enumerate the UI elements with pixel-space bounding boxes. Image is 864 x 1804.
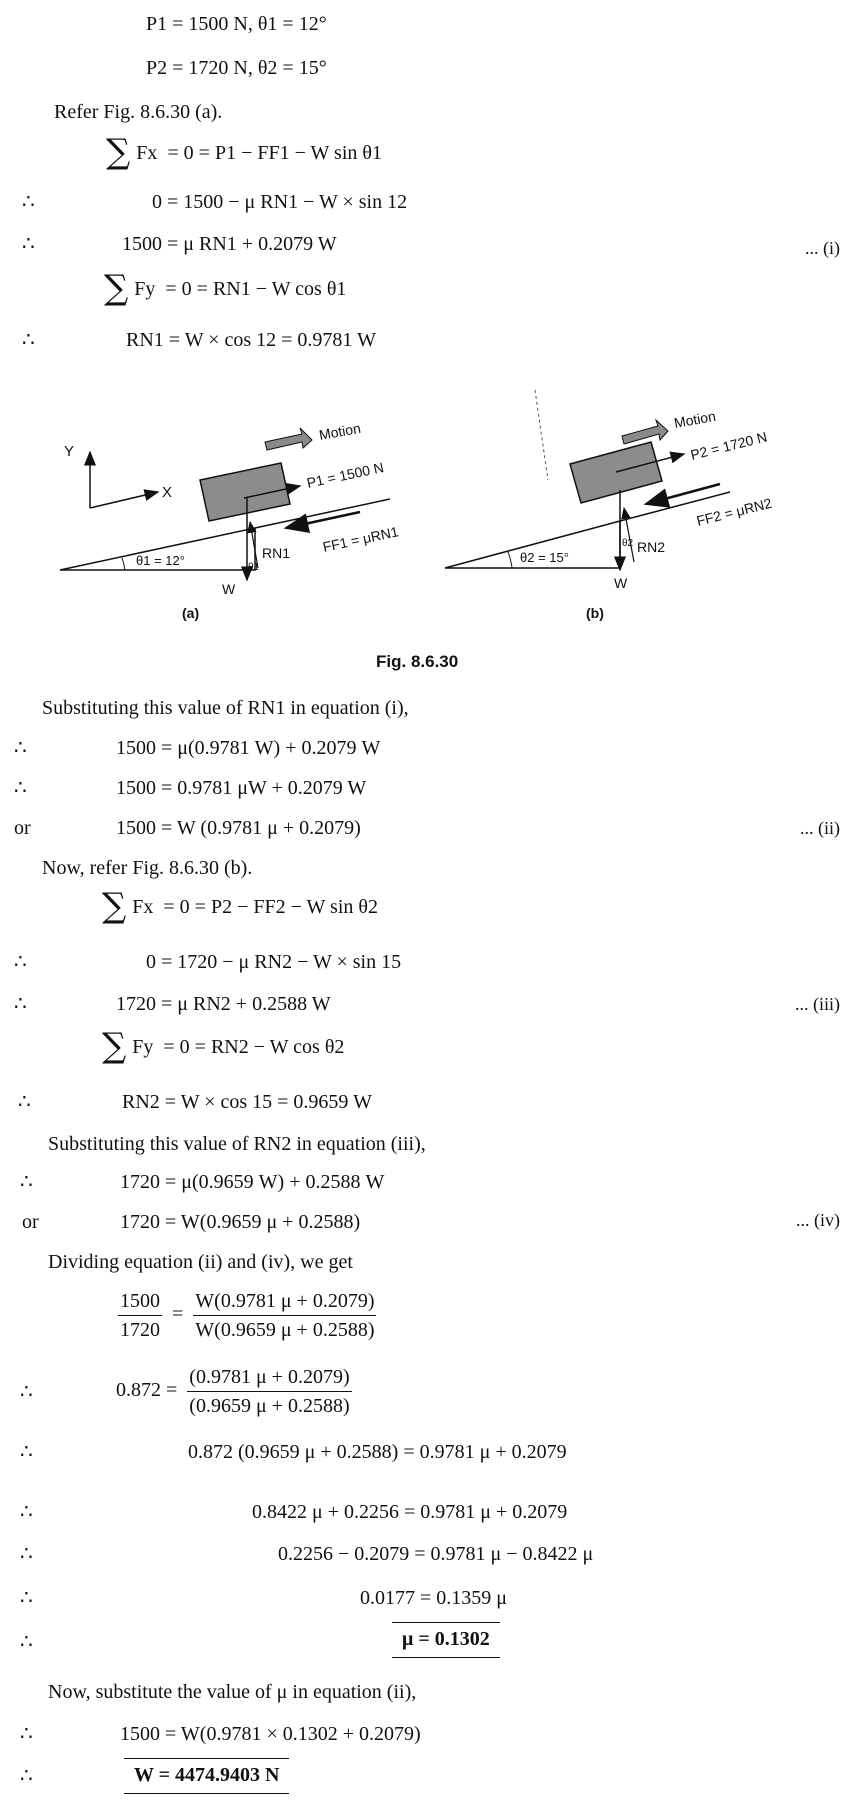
fraction-lhs: $\frac{1500}{1720}$ (120, 1290, 160, 1341)
sigma-symbol: ∑ (106, 132, 131, 172)
sigma-symbol: ∑ (104, 268, 129, 308)
angle-label-b: θ2 = 15° (520, 550, 569, 565)
theta2-small: θ2 (622, 538, 634, 549)
eq-line: 1500 = W (0.9781 μ + 0.2079) (116, 817, 361, 839)
or-label: or (22, 1211, 39, 1233)
sum-fy-2: ∑ Fy = 0 = RN2 − W cos θ2 (102, 1026, 345, 1066)
therefore: ∴ (22, 233, 35, 255)
therefore: ∴ (20, 1723, 33, 1745)
sum-fy-1: ∑ Fy = 0 = RN1 − W cos θ1 (104, 268, 347, 308)
therefore: ∴ (14, 993, 27, 1015)
eq-line: 1500 = W(0.9781 × 0.1302 + 0.2079) (120, 1723, 421, 1745)
w-label-b: W (614, 575, 628, 591)
eq-line: 1720 = W(0.9659 μ + 0.2588) (120, 1211, 361, 1233)
figure-b (445, 390, 774, 621)
equation-tag: ... (iv) (796, 1210, 840, 1230)
w-result: W = 4474.9403 N (124, 1758, 289, 1794)
eq-line: 0.0177 = 0.1359 μ (360, 1587, 508, 1609)
ff1-label: FF1 = μRN1 (321, 523, 400, 555)
given-p1: P1 = 1500 N, θ1 = 12° (146, 13, 327, 35)
p2-label: P2 = 1720 N (688, 428, 769, 463)
therefore: ∴ (22, 329, 35, 351)
therefore: ∴ (20, 1501, 33, 1523)
sum-fx-2: ∑ Fx = 0 = P2 − FF2 − W sin θ2 (102, 886, 378, 926)
eq-line: 1500 = μ(0.9781 W) + 0.2079 W (116, 737, 381, 759)
eq-line: 0 = 1720 − μ RN2 − W × sin 15 (146, 951, 402, 973)
therefore: ∴ (20, 1441, 33, 1463)
sum-fx-1: ∑ Fx = 0 = P1 − FF1 − W sin θ1 (106, 132, 382, 172)
axis-x-label: X (162, 484, 173, 501)
fraction-rhs: $\frac{W(0.9781 \mu + 0.2079)}{W(0.9659 \mu + 0.2588)}$ (195, 1290, 375, 1341)
therefore: ∴ (14, 951, 27, 973)
figure-8-6-30 (0, 380, 864, 650)
theta1-small: θ1 (248, 562, 260, 573)
equation-tag: ... (iii) (795, 994, 840, 1014)
therefore: ∴ (20, 1171, 33, 1193)
therefore: ∴ (20, 1587, 33, 1609)
motion-arrow-icon (622, 420, 668, 444)
eq-line: 0.2256 − 0.2079 = 0.9781 μ − 0.8422 μ (278, 1543, 594, 1565)
refer-fig-a: Refer Fig. 8.6.30 (a). (54, 101, 223, 123)
therefore: ∴ (20, 1631, 33, 1653)
therefore: ∴ (14, 737, 27, 759)
therefore: ∴ (14, 777, 27, 799)
therefore: ∴ (20, 1765, 33, 1787)
axes-icon (64, 443, 172, 508)
therefore: ∴ (22, 191, 35, 213)
eq-line: 1500 = μ RN1 + 0.2079 W (122, 233, 337, 255)
given-p2: P2 = 1720 N, θ2 = 15° (146, 57, 327, 79)
equation-tag: ... (i) (805, 238, 840, 258)
sublabel-b: (b) (586, 605, 604, 621)
motion-arrow-icon (265, 428, 312, 450)
mu-result: μ = 0.1302 (392, 1622, 500, 1658)
therefore: ∴ (20, 1381, 33, 1403)
substituting-rn2: Substituting this value of RN2 in equation (iii), (48, 1133, 426, 1155)
sigma-symbol: ∑ (102, 1026, 127, 1066)
block-a (200, 463, 290, 521)
eq-line: 0.872 (0.9659 μ + 0.2588) = 0.9781 μ + 0.2079 (188, 1441, 567, 1463)
therefore: ∴ (20, 1543, 33, 1565)
eq-line: 1720 = μ RN2 + 0.2588 W (116, 993, 331, 1015)
sublabel-a: (a) (182, 605, 200, 621)
angle-label-a: θ1 = 12° (136, 553, 185, 568)
fraction-equation-1: $\frac{1500}{1720}$ = $\frac{W(0.9781 \mu + 0.2079)}{W(0.9659 \mu + 0.2588)}$ (120, 1290, 375, 1341)
block-b (570, 442, 662, 503)
eq-line: RN1 = W × cos 12 = 0.9781 W (126, 329, 376, 351)
refer-fig-b: Now, refer Fig. 8.6.30 (b). (42, 857, 253, 879)
eq-line: 1500 = 0.9781 μW + 0.2079 W (116, 777, 367, 799)
equation-tag: ... (ii) (800, 818, 840, 838)
or-label: or (14, 817, 31, 839)
figure-caption: Fig. 8.6.30 (376, 652, 459, 671)
ff2-label: FF2 = μRN2 (694, 494, 774, 529)
eq-line: 0 = 1500 − μ RN1 − W × sin 12 (152, 191, 408, 213)
therefore: ∴ (18, 1091, 31, 1113)
eq-line: 0.8422 μ + 0.2256 = 0.9781 μ + 0.2079 (252, 1501, 568, 1523)
axis-y-label: Y (64, 443, 75, 460)
substituting-rn1: Substituting this value of RN1 in equation (i), (42, 697, 409, 719)
w-label-a: W (222, 581, 236, 597)
rn2-label: RN2 (637, 539, 666, 555)
fraction-equation-2: 0.872 = $\frac{(0.9781 \mu + 0.2079)}{(0.9659 \mu + 0.2588)}$ (116, 1366, 350, 1417)
p1-label: P1 = 1500 N (305, 459, 386, 491)
fraction-rhs: $\frac{(0.9781 \mu + 0.2079)}{(0.9659 \mu + 0.2588)}$ (189, 1366, 350, 1417)
figure-a (60, 420, 400, 621)
motion-label-a: Motion (317, 419, 362, 443)
eq-line: RN2 = W × cos 15 = 0.9659 W (122, 1091, 372, 1113)
rn1-label: RN1 (262, 545, 291, 561)
dividing-text: Dividing equation (ii) and (iv), we get (48, 1251, 353, 1273)
substitute-mu-text: Now, substitute the value of μ in equation (ii), (48, 1681, 417, 1703)
sigma-symbol: ∑ (102, 886, 127, 926)
motion-label-b: Motion (672, 407, 717, 431)
eq-line: 1720 = μ(0.9659 W) + 0.2588 W (120, 1171, 385, 1193)
